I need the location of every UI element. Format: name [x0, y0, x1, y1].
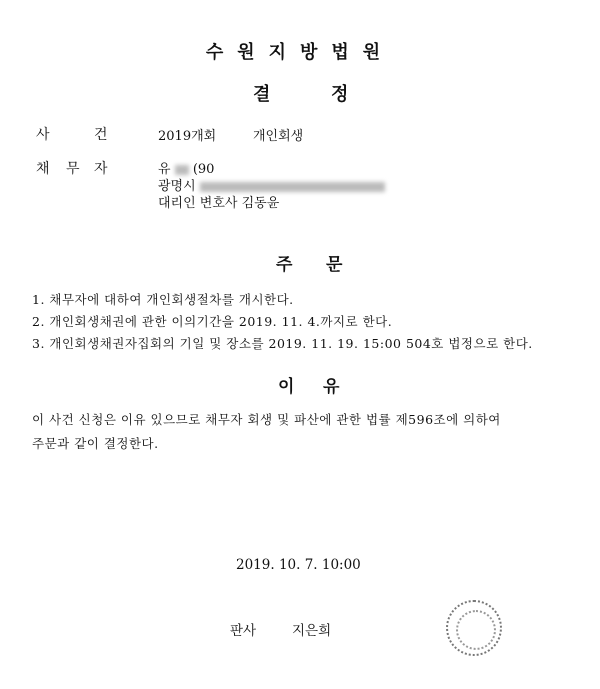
order-item-3: 3. 개인회생채권자집회의 기일 및 장소를 2019. 11. 19. 15:00 504호 법정으로 한다. — [32, 336, 533, 351]
case-name: 개인회생 — [253, 129, 304, 144]
doc-type-char-1: 결 — [253, 84, 271, 105]
debtor-name-text: 유 — [158, 162, 171, 177]
reason-title-char-1: 이 — [278, 377, 295, 397]
order-title-char-1: 주 — [276, 255, 293, 275]
debtor-address-text: 광명시 — [158, 179, 196, 194]
case-label-2: 건 — [94, 127, 108, 143]
debtor-agent: 대리인 변호사 김동윤 — [158, 196, 280, 211]
judge-name: 지은희 — [292, 623, 332, 639]
judge-title: 판사 — [230, 623, 257, 639]
debtor-label-3: 자 — [94, 161, 108, 177]
debtor-label-1: 채 — [36, 161, 50, 177]
reason-title-char-2: 유 — [323, 377, 340, 397]
reason-line-1: 이 사건 신청은 이유 있으므로 채무자 회생 및 파산에 관한 법률 제596조에 의하여 — [32, 412, 501, 427]
debtor-label-2: 무 — [66, 161, 80, 177]
doc-type-char-2: 정 — [331, 84, 349, 105]
reason-line-2: 주문과 같이 결정한다. — [32, 436, 159, 451]
debtor-id: (90 — [192, 162, 215, 177]
order-title-char-2: 문 — [326, 255, 343, 275]
order-item-1: 1. 채무자에 대하여 개인회생절차를 개시한다. — [32, 292, 294, 307]
redaction-mark — [175, 165, 189, 175]
redaction-mark — [200, 182, 385, 192]
decision-date: 2019. 10. 7. 10:00 — [236, 557, 361, 573]
court-name: 수원지방법원 — [205, 42, 395, 63]
order-item-2: 2. 개인회생채권에 관한 이의기간을 2019. 11. 4.까지로 한다. — [32, 314, 393, 329]
court-seal — [446, 600, 502, 656]
case-label-1: 사 — [36, 127, 50, 143]
case-number: 2019개회 — [158, 129, 217, 144]
